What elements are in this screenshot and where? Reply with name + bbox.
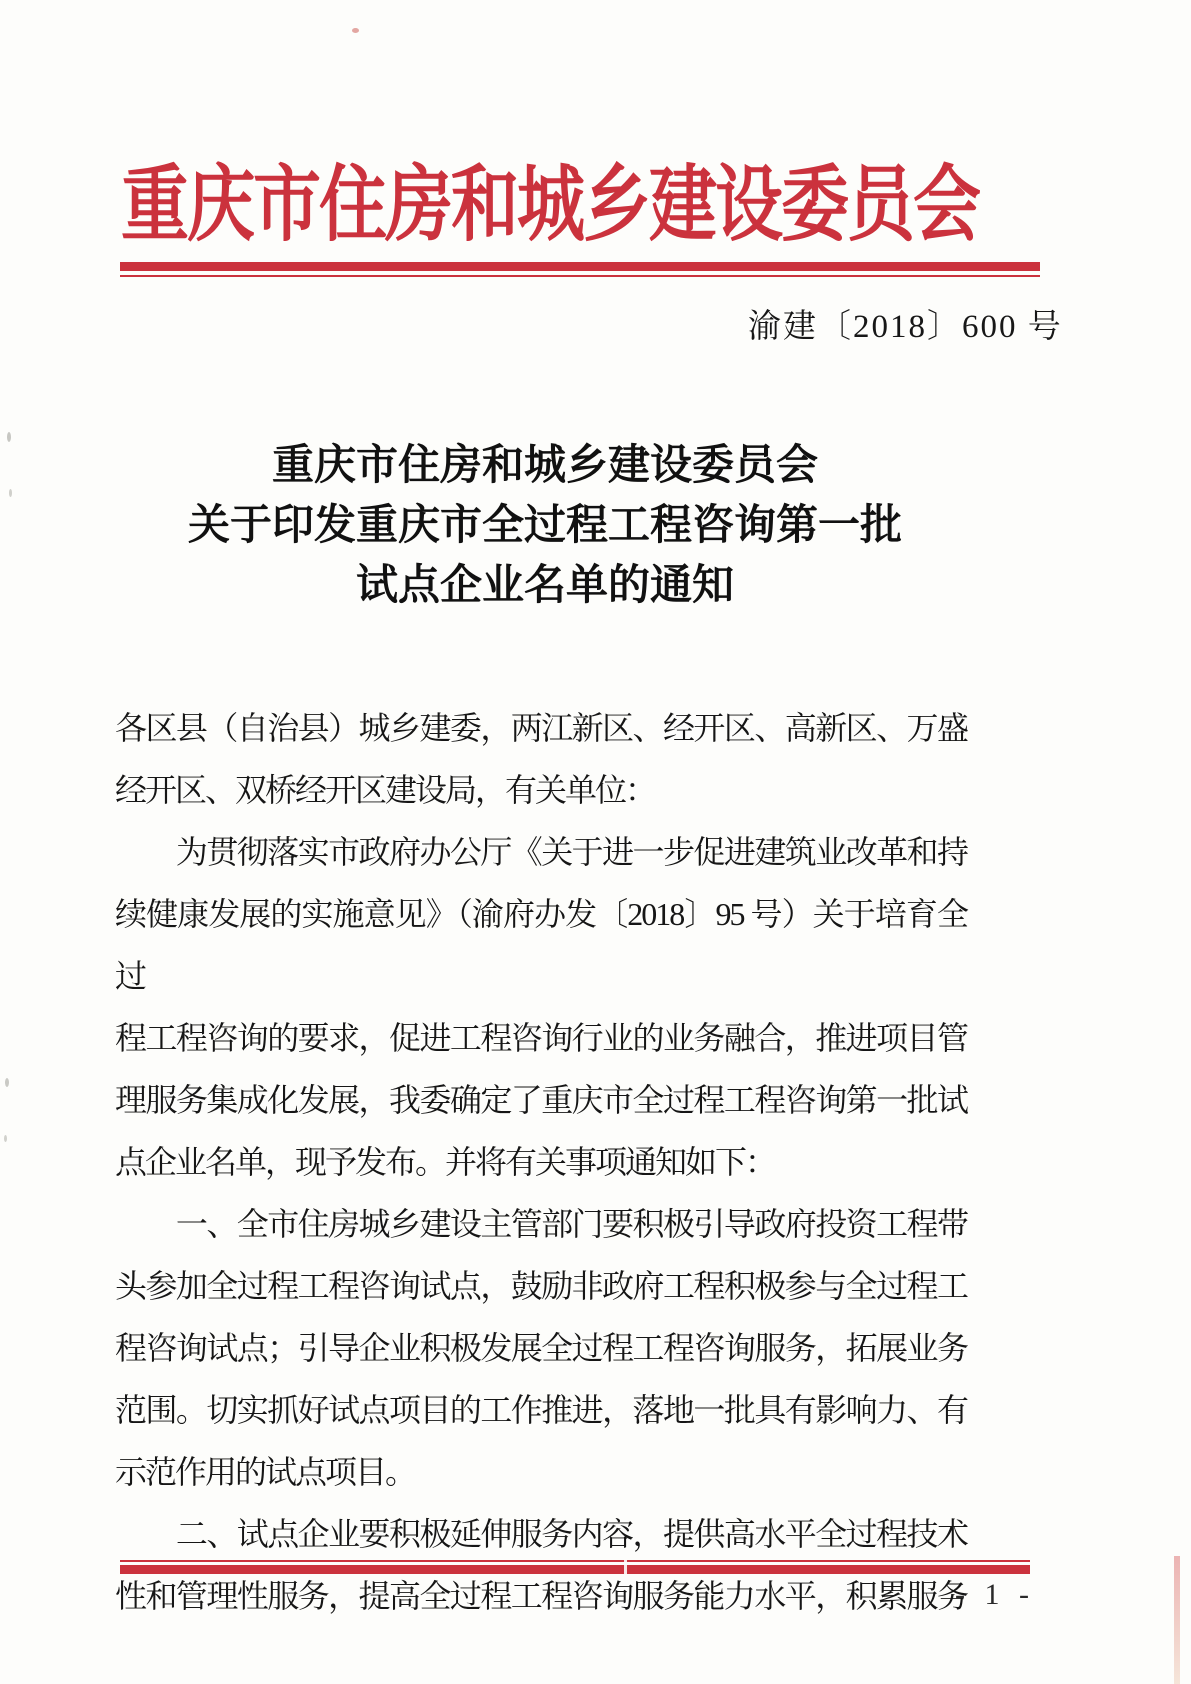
body-line: 程咨询试点；引导企业积极发展全过程工程咨询服务，拓展业务 (115, 1330, 967, 1366)
scan-speck (4, 1135, 7, 1142)
masthead-rule-thick (120, 262, 1040, 271)
scan-speck (5, 1078, 9, 1087)
document-body (115, 697, 967, 1627)
body-line: 二、试点企业要积极延伸服务内容，提供高水平全过程技术 (115, 1516, 967, 1552)
body-line: 点企业名单，现予发布。并将有关事项通知如下： (115, 1144, 776, 1180)
body-line: 理服务集成化发展，我委确定了重庆市全过程工程咨询第一批试 (115, 1082, 967, 1118)
document-number: 渝建〔2018〕600 号 (748, 309, 1063, 345)
footer-rule-thick (120, 1565, 1030, 1574)
masthead-rule-thin (120, 275, 1040, 277)
body-line: 头参加全过程工程咨询试点，鼓励非政府工程积极参与全过程工 (115, 1268, 967, 1304)
footer-rule-scan-gap (624, 1558, 627, 1576)
document-title-line-3: 试点企业名单的通知 (355, 563, 734, 609)
body-line: 续健康发展的实施意见》（渝府办发〔2018〕95 号）关于培育全过 (115, 896, 967, 994)
scan-speck (352, 28, 359, 33)
body-line: 程工程咨询的要求，促进工程咨询行业的业务融合，推进项目管 (115, 1020, 967, 1056)
scan-edge-artifact (1174, 1556, 1180, 1684)
body-line: 为贯彻落实市政府办公厅《关于进一步促进建筑业改革和持 (115, 834, 967, 870)
agency-masthead: 重庆市住房和城乡建设委员会 (120, 158, 979, 252)
body-line: 经开区、双桥经开区建设局，有关单位： (115, 772, 656, 808)
body-line: 性和管理性服务，提高全过程工程咨询服务能力水平，积累服务 (115, 1578, 967, 1614)
body-line: 示范作用的试点项目。 (115, 1454, 416, 1490)
scan-speck (7, 432, 11, 442)
scan-speck (9, 489, 12, 497)
document-title-line-1: 重庆市住房和城乡建设委员会 (271, 443, 818, 489)
document-title-line-2: 关于印发重庆市全过程工程咨询第一批 (187, 503, 902, 549)
page-number: - 1 - (955, 1578, 1035, 1611)
footer-rule-thin (120, 1560, 1030, 1562)
body-line: 范围。切实抓好试点项目的工作推进，落地一批具有影响力、有 (115, 1392, 967, 1428)
body-line: 各区县（自治县）城乡建委，两江新区、经开区、高新区、万盛 (115, 710, 967, 746)
document-title (95, 436, 995, 616)
body-line: 一、全市住房城乡建设主管部门要积极引导政府投资工程带 (115, 1206, 967, 1242)
